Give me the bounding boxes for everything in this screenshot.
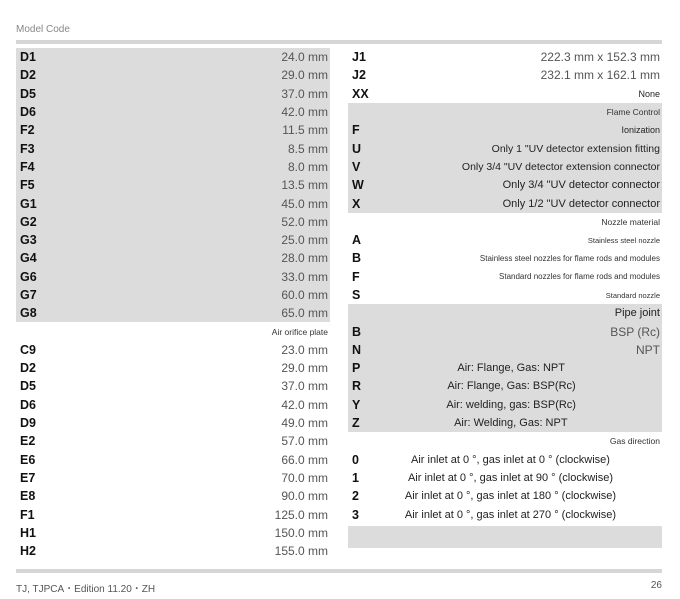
table-row bbox=[16, 505, 330, 523]
row-code: E8 bbox=[20, 489, 36, 504]
row-code: D5 bbox=[20, 379, 36, 394]
table-row bbox=[348, 66, 662, 84]
table-row bbox=[348, 268, 662, 286]
row-value: Ionization bbox=[621, 125, 660, 136]
section-heading-row bbox=[348, 304, 662, 322]
table-row bbox=[348, 286, 662, 304]
row-code: J2 bbox=[352, 68, 366, 83]
row-value: Stainless steel nozzles for flame rods and modules bbox=[479, 253, 660, 263]
row-value: 70.0 mm bbox=[281, 470, 328, 485]
row-code: B bbox=[352, 324, 362, 339]
row-code: E6 bbox=[20, 452, 36, 467]
row-code: Z bbox=[352, 416, 360, 431]
table-row bbox=[348, 48, 662, 66]
section-heading-row bbox=[348, 432, 662, 450]
row-value: Air: welding, gas: BSP(Rc) bbox=[446, 398, 576, 411]
row-code: 0 bbox=[352, 452, 359, 467]
table-row bbox=[16, 103, 330, 121]
row-value: 222.3 mm x 152.3 mm bbox=[540, 50, 660, 65]
table-row bbox=[16, 85, 330, 103]
row-code: D1 bbox=[20, 50, 36, 65]
page-number: 26 bbox=[650, 580, 662, 591]
row-code: D6 bbox=[20, 397, 36, 412]
table-row bbox=[16, 176, 330, 194]
row-code: F1 bbox=[20, 507, 35, 522]
table-row bbox=[348, 487, 662, 505]
row-value: 28.0 mm bbox=[281, 251, 328, 266]
row-code: G4 bbox=[20, 251, 37, 266]
section-heading: Flame Control bbox=[606, 107, 660, 118]
row-code: B bbox=[352, 251, 362, 266]
row-code: R bbox=[352, 379, 362, 394]
row-code: F2 bbox=[20, 123, 35, 138]
table-row bbox=[348, 414, 662, 432]
row-value: 45.0 mm bbox=[281, 196, 328, 211]
table-row bbox=[16, 121, 330, 139]
row-value: BSP (Rc) bbox=[610, 324, 660, 339]
table-row bbox=[16, 249, 330, 267]
section-heading: Gas direction bbox=[609, 436, 660, 447]
table-row bbox=[16, 139, 330, 157]
row-value: 52.0 mm bbox=[281, 214, 328, 229]
table-row bbox=[348, 121, 662, 139]
table-row bbox=[348, 249, 662, 267]
row-code: U bbox=[352, 141, 362, 156]
row-value: Standard nozzles for flame rods and modules bbox=[499, 272, 660, 282]
row-value: 49.0 mm bbox=[281, 416, 328, 431]
row-code: G3 bbox=[20, 233, 37, 248]
row-code: 2 bbox=[352, 489, 359, 504]
row-value: 8.5 mm bbox=[287, 141, 328, 156]
row-value: NPT bbox=[636, 342, 660, 357]
table-row bbox=[16, 213, 330, 231]
row-value: 65.0 mm bbox=[281, 306, 328, 321]
row-value: None bbox=[638, 88, 660, 99]
row-value: Air inlet at 0 °, gas inlet at 180 ° (clockwise) bbox=[404, 490, 617, 503]
table-row bbox=[16, 304, 330, 322]
table-row bbox=[16, 451, 330, 469]
left-code-table bbox=[16, 48, 330, 560]
row-code: F bbox=[352, 123, 360, 138]
table-row bbox=[16, 48, 330, 66]
row-value: 125.0 mm bbox=[274, 507, 328, 522]
row-code: H1 bbox=[20, 525, 36, 540]
table-row bbox=[348, 341, 662, 359]
row-code: 3 bbox=[352, 507, 359, 522]
row-value: 37.0 mm bbox=[281, 86, 328, 101]
row-code: E7 bbox=[20, 470, 36, 485]
table-row bbox=[348, 139, 662, 157]
table-row bbox=[348, 322, 662, 340]
row-value: 42.0 mm bbox=[281, 105, 328, 120]
right-code-table bbox=[348, 48, 662, 548]
table-row bbox=[348, 231, 662, 249]
row-value: Air inlet at 0 °, gas inlet at 270 ° (clockwise) bbox=[404, 508, 617, 521]
row-value: Air inlet at 0 °, gas inlet at 0 ° (clockwise) bbox=[411, 453, 610, 466]
row-value: Only 3/4 "UV detector connector bbox=[502, 179, 660, 192]
row-value: Standard nozzle bbox=[605, 290, 660, 300]
table-row bbox=[16, 396, 330, 414]
row-value: 25.0 mm bbox=[281, 233, 328, 248]
table-row bbox=[16, 487, 330, 505]
row-value: Air inlet at 0 °, gas inlet at 90 ° (clockwise) bbox=[407, 471, 613, 484]
row-code: Y bbox=[352, 397, 361, 412]
section-heading-row bbox=[348, 213, 662, 231]
row-value: Only 1 "UV detector extension fitting bbox=[491, 142, 660, 155]
table-row bbox=[16, 524, 330, 542]
row-code: XX bbox=[352, 86, 369, 101]
section-heading: Pipe joint bbox=[614, 307, 660, 320]
row-code: F4 bbox=[20, 159, 35, 174]
row-code: G8 bbox=[20, 306, 37, 321]
footer-text: TJ, TJPCA・Edition 11.20・ZH bbox=[16, 584, 156, 595]
row-value: Only 3/4 "UV detector extension connector bbox=[461, 160, 660, 173]
table-row bbox=[16, 414, 330, 432]
row-code: A bbox=[352, 233, 362, 248]
section-heading-row bbox=[348, 103, 662, 121]
row-value: 232.1 mm x 162.1 mm bbox=[540, 68, 660, 83]
row-value: 42.0 mm bbox=[281, 397, 328, 412]
table-row bbox=[348, 194, 662, 212]
row-value: 23.0 mm bbox=[281, 342, 328, 357]
table-row bbox=[16, 158, 330, 176]
row-code: D9 bbox=[20, 416, 36, 431]
row-code: C9 bbox=[20, 342, 36, 357]
row-code: D2 bbox=[20, 68, 36, 83]
row-value: 29.0 mm bbox=[281, 68, 328, 83]
row-value: 8.0 mm bbox=[287, 159, 328, 174]
row-code: G1 bbox=[20, 196, 37, 211]
row-value: 13.5 mm bbox=[281, 178, 328, 193]
row-code: 1 bbox=[352, 470, 359, 485]
row-code: S bbox=[352, 288, 361, 302]
table-row bbox=[16, 286, 330, 304]
row-code: E2 bbox=[20, 434, 36, 449]
section-heading-row bbox=[16, 322, 330, 340]
row-code: G7 bbox=[20, 288, 37, 302]
row-code: F5 bbox=[20, 178, 35, 193]
row-value: 60.0 mm bbox=[281, 288, 328, 302]
table-row bbox=[348, 176, 662, 194]
table-row bbox=[16, 432, 330, 450]
section-heading: Nozzle material bbox=[601, 216, 660, 227]
table-row bbox=[16, 469, 330, 487]
row-value: 33.0 mm bbox=[281, 269, 328, 284]
table-row bbox=[16, 341, 330, 359]
top-divider bbox=[16, 40, 662, 44]
row-code: G6 bbox=[20, 269, 37, 284]
row-code: D2 bbox=[20, 361, 36, 376]
row-code: D6 bbox=[20, 105, 36, 120]
table-row bbox=[16, 66, 330, 84]
row-value: 57.0 mm bbox=[281, 434, 328, 449]
table-row bbox=[348, 505, 662, 523]
row-code: G2 bbox=[20, 214, 37, 229]
bottom-divider bbox=[16, 569, 662, 573]
row-code: V bbox=[352, 159, 361, 174]
table-row bbox=[348, 377, 662, 395]
row-code: J1 bbox=[352, 50, 366, 65]
table-row bbox=[16, 377, 330, 395]
row-code: W bbox=[352, 178, 364, 193]
table-row bbox=[16, 231, 330, 249]
table-row bbox=[16, 268, 330, 286]
section-heading: Air orifice plate bbox=[271, 326, 328, 337]
row-value: 37.0 mm bbox=[281, 379, 328, 394]
row-code: H2 bbox=[20, 544, 36, 559]
row-value: 90.0 mm bbox=[281, 489, 328, 504]
shaded-filler-row bbox=[348, 526, 662, 548]
row-value: 29.0 mm bbox=[281, 361, 328, 376]
row-value: Only 1/2 "UV detector connector bbox=[502, 197, 660, 210]
table-row bbox=[348, 158, 662, 176]
table-row bbox=[348, 85, 662, 103]
row-code: D5 bbox=[20, 86, 36, 101]
row-value: Air: Flange, Gas: NPT bbox=[457, 362, 565, 375]
table-row bbox=[348, 359, 662, 377]
table-row bbox=[348, 396, 662, 414]
row-code: F3 bbox=[20, 141, 35, 156]
row-value: 24.0 mm bbox=[281, 50, 328, 65]
row-value: 11.5 mm bbox=[282, 123, 328, 138]
row-value: Stainless steel nozzle bbox=[587, 235, 660, 245]
row-value: 66.0 mm bbox=[281, 452, 328, 467]
row-code: X bbox=[352, 196, 361, 211]
table-row bbox=[16, 359, 330, 377]
table-row bbox=[348, 451, 662, 469]
row-value: 150.0 mm bbox=[274, 525, 328, 540]
row-code: N bbox=[352, 342, 362, 357]
row-value: Air: Welding, Gas: NPT bbox=[454, 417, 568, 430]
row-code: P bbox=[352, 361, 361, 376]
table-row bbox=[348, 469, 662, 487]
row-value: Air: Flange, Gas: BSP(Rc) bbox=[447, 380, 576, 393]
row-value: 155.0 mm bbox=[274, 544, 328, 559]
table-row bbox=[16, 194, 330, 212]
row-code: F bbox=[352, 269, 360, 284]
table-row bbox=[16, 542, 330, 560]
page-header: Model Code bbox=[16, 24, 70, 35]
